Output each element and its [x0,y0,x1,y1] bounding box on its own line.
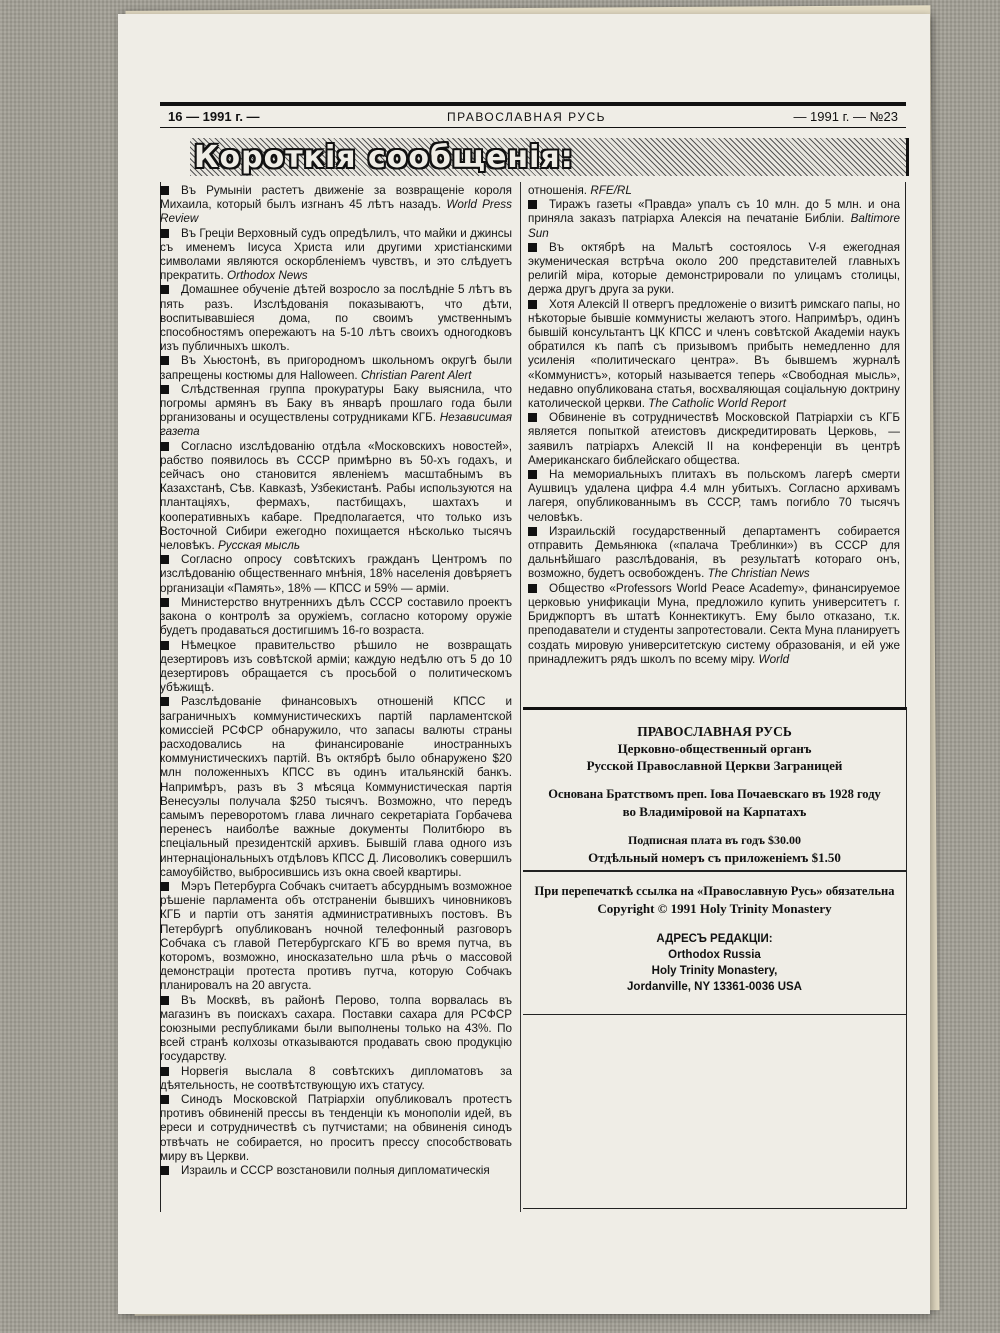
masthead-box [523,707,907,1015]
news-item: Мэръ Петербурга Собчакъ считаетъ абсурднымъ возможное рѣшеніе парламента объ отстраненіи бывшихъ чиновниковъ КГБ и партіи отъ занятія административныхъ постовъ. Въ Петербургѣ опубликованъ ночной телефонный разговоръ Собчака съ главой Петербургскаго КГБ во время путча, въ которомъ, возможно, иносказательно шла рѣчь о массовой демонстраціи протеста противъ путча, которую Собчакъ планировалъ на 20 августа. [160,879,512,993]
header-title: ПРАВОСЛАВНАЯ РУСЬ [447,109,606,124]
masthead-subtitle: Русской Православной Церкви Заграницей [586,758,843,773]
bullet-square-icon [160,229,169,238]
section-title-banner [190,138,909,176]
header-page-number: 16 — 1991 г. — [168,109,260,124]
copyright-notice: Copyright © 1991 Holy Trinity Monastery [597,901,832,916]
news-item: Согласно изслѣдованію отдѣла «Московскихъ новостей», рабство появилось въ СССР примѣрно въ 50-хъ годахъ, и сейчасъ оно становится явленіемъ масштабнымъ въ Казахстанѣ, Сѣв. Кавказѣ, Узбекистанѣ. Рабы используются на плантаціяхъ, фермахъ, пастбищахъ, шахтахъ и кооперативныхъ кабаре. Предполагается, что только изъ Восточной Сибири ежегодно похищается нѣсколько тысячъ человѣкъ. Русская мысль [160,439,512,553]
bullet-square-icon [160,186,169,195]
address-line: Jordanville, NY 13361-0036 USA [627,981,802,993]
news-item: Министерство внутреннихъ дѣлъ СССР составило проектъ закона о контролѣ за оружіемъ, согласно которому оружіе будетъ продаваться достигшимъ 16-го возраста. [160,595,512,638]
news-item: Въ Москвѣ, въ районѣ Перово, толпа ворвалась въ магазинъ въ поискахъ сахара. Поставки сахара для РСФСР союзными республиками были выполнены только на 43%. По всей странѣ колхозы отказываются продавать свою продукцію государству. [160,993,512,1064]
news-item: Нѣмецкое правительство рѣшило не возвращать дезертировъ изъ совѣтской арміи; каждую недѣлю отъ 5 до 10 дезертировъ обращается съ просьбой о политическомъ убѣжищѣ. [160,638,512,695]
bullet-square-icon [528,470,537,479]
bullet-square-icon [160,641,169,650]
bullet-square-icon [528,584,537,593]
reprint-notice: При перепечаткѣ ссылка на «Православную Русь» обязательна [523,870,906,900]
newspaper-page [118,14,930,1314]
bullet-square-icon [160,697,169,706]
bullet-square-icon [528,527,537,536]
news-item: Согласно опросу совѣтскихъ гражданъ Центромъ по изслѣдованію общественнаго мнѣнія, 18% населенія довѣряетъ организаціи «Память», 18% — КПСС и 59% — арміи. [160,553,512,595]
bullet-square-icon [160,996,169,1005]
news-item: Въ октябрѣ на Мальтѣ состоялось V-я ежегодная экуменическая встрѣча около 200 представителей главныхъ религій міра, которые демонстрировали по улицамъ столицы, держа другъ друга за руки. [528,240,900,297]
bullet-square-icon [160,385,169,394]
news-item-continued: отношенія. RFE/RL [528,184,632,197]
bullet-square-icon [160,285,169,294]
header-issue: — 1991 г. — №23 [793,109,898,124]
news-item: На мемориальныхъ плитахъ въ польскомъ лагерѣ смерти Аушвицъ удалена цифра 4.4 млн убитыхъ. Согласно архивамъ лагеря, опубликованнымъ въ СССР, тамъ погибло 70 тысячъ человѣкъ. [528,468,900,524]
bullet-square-icon [528,200,537,209]
news-item: Слѣдственная группа прокуратуры Баку выяснила, что погромы армянъ въ Баку въ январѣ прошлаго года были организованы и осуществлены сотрудниками КГБ. Независимая газета [160,382,512,439]
masthead-title: ПРАВОСЛАВНАЯ РУСЬ [637,724,792,739]
news-item: Домашнее обученіе дѣтей возросло за послѣдніе 5 лѣтъ въ пять разъ. Изслѣдованія показываютъ, что дѣти, воспитывавшіеся дома, по своимъ умственнымъ способностямъ опережаютъ на 5-10 лѣтъ своихъ одногодковъ изъ публичныхъ школъ. [160,283,512,354]
empty-box [523,1013,907,1209]
bullet-square-icon [528,413,537,422]
news-item: Обвиненіе въ сотрудничествѣ Московской Патріархіи съ КГБ является попыткой атеистовъ дискредитировать Церковь, — заявилъ патріархъ Алексій II на конференціи въ центрѣ Американскаго библейскаго общества. [528,411,900,467]
masthead-subtitle: Церковно-общественный органъ [617,741,812,756]
news-item: Израиль и СССР возстановили полныя дипломатическія [160,1164,512,1178]
news-item: Въ Греціи Верховный судъ опредѣлилъ, что майки и джинсы съ именемъ Іисуса Христа или другими христіанскими символами являются оскорбленіемъ чувствъ, и это слѣдуетъ прекратить. Orthodox News [160,226,512,283]
column-divider [520,182,521,1212]
bullet-square-icon [528,243,537,252]
bullet-square-icon [160,442,169,451]
subscription-price: Подписная плата въ годъ $30.00 [627,833,802,847]
address-line: Orthodox Russia [668,949,761,961]
news-column-left [160,184,512,1178]
news-item: Израильскій государственный департаментъ собирается отправить Демьянюка («палача Треблинки») въ СССР для дальнѣйшаго разслѣдованія, въ результатѣ котораго онъ, возможно, будетъ освобожденъ. The Christian News [528,524,900,581]
news-item: Тиражъ газеты «Правда» упалъ съ 10 млн. до 5 млн. и она приняла заказъ патріарха Алексія на печатаніе Библіи. Baltimore Sun [528,198,900,240]
bullet-square-icon [160,1067,169,1076]
bullet-square-icon [528,300,537,309]
address-label: АДРЕСЪ РЕДАКЦІИ: [656,933,773,945]
single-issue-price: Отдѣльный номеръ съ приложеніемъ $1.50 [588,850,841,865]
bullet-square-icon [160,356,169,365]
news-item: Въ Хьюстонѣ, въ пригородномъ школьномъ округѣ были запрещены костюмы для Halloween. Christian Parent Alert [160,354,512,382]
page-header [160,102,906,128]
address-line: Holy Trinity Monastery, [651,965,778,977]
news-item: Норвегія выслала 8 совѣтскихъ дипломатовъ за дѣятельность, не соотвѣтствующую ихъ статусу. [160,1064,512,1092]
bullet-square-icon [160,1166,169,1175]
news-column-right [528,184,900,667]
bullet-square-icon [160,555,169,564]
news-item: Общество «Professors World Peace Academy», финансируемое церковью унификаціи Муна, предложило купить университетъ г. Бриджпортъ въ штатѣ Коннектикутъ. Ему было отказано, т.к. преподаватели и студенты запротестовали. Секта Муна планируетъ создать мировую университетскую систему образованія, и ей уже принадлежитъ рядъ школъ по всему міру. World [528,581,900,666]
news-item: Въ Румыніи растетъ движеніе за возвращеніе короля Михаила, который былъ изгнанъ 45 лѣтъ назадъ. World Press Review [160,184,512,226]
masthead-founded: Основана Братствомъ преп. Іова Почаевскаго въ 1928 году [548,787,881,801]
bullet-square-icon [160,882,169,891]
masthead-founded-place: во Владиміровой на Карпатахъ [622,804,807,819]
section-title: Короткія сообщенія: [194,139,574,175]
news-item: Синодъ Московской Патріархіи опубликовалъ протестъ противъ обвиненій прессы въ тенденціи къ монополіи идей, въ ереси и сотрудничествѣ съ путчистами; на обвиненія синодъ отвѣчать не собирается, но проситъ прессу способствовать миру въ Церкви. [160,1093,512,1163]
bullet-square-icon [160,1095,169,1104]
news-item: Хотя Алексій II отвергъ предложеніе о визитѣ римскаго папы, но нѣкоторые бывшіе коммунисты желаютъ этого. Напримѣръ, одинъ бывшій консультантъ ЦК КПСС и членъ совѣтской Академіи наукъ обратился къ папѣ съ призывомъ прибыть немедленно для усиленія «политическаго центра». Въ бывшемъ журналѣ «Коммунистъ», который называется теперь «Свободная мысль», недавно опубликована статья, восхваляющая соціальную доктрину католической церкви. The Catholic World Report [528,297,900,411]
bullet-square-icon [160,598,169,607]
news-item: Разслѣдованіе финансовыхъ отношеній КПСС и заграничныхъ коммунистическихъ партій парламентской комиссіей РСФСР обнаружило, что запасы валюты страны расходовались на финансированіе иностранныхъ коммунистическихъ партій. Въ октябрѣ было обнаружено $20 млн положенныхъ КПСС въ одинъ итальянскій банкъ. Напримѣръ, разъ въ 3 мѣсяца Коммунистическая партія Венесуэлы получала $250 тысячъ. Возможно, что передъ самымъ переворотомъ глава личнаго секретаріата Горбачева перенесъ наиболѣе важные документы Политбюро въ спеціальный президентскій архивъ. Бывшій глава одного изъ интернаціональныхъ отдѣловъ КПСС Д. Лисоволикъ совершилъ самоубійство, выбросившись изъ окна своей квартиры. [160,695,512,879]
